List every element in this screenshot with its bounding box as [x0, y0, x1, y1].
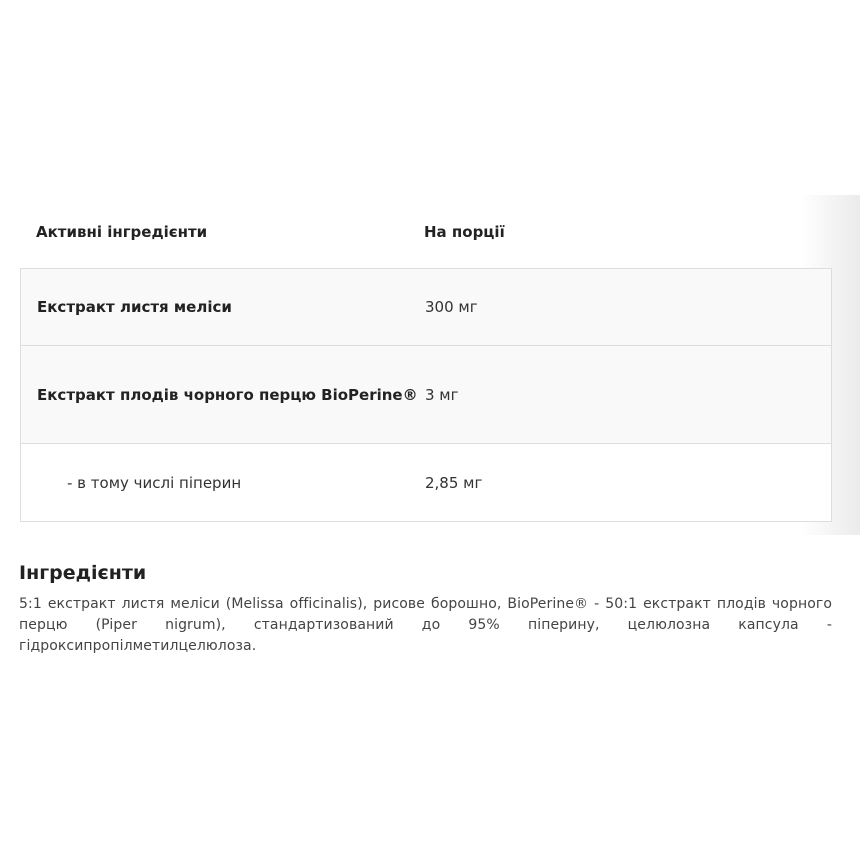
- ingredient-subitem-name: - в тому числі піперин: [67, 473, 242, 492]
- ingredients-description: 5:1 екстракт листя меліси (Melissa officinalis), рисове борошно, BioPerine® - 50:1 екстракт плодів чорного перцю (Piper nigrum), стандартизований до 95% піперину, целюлозна капсула - гідроксипропілметилцелюлоза.: [19, 596, 832, 654]
- ingredient-name: Екстракт листя меліси: [37, 298, 232, 316]
- table-body: [20, 268, 832, 522]
- ingredient-amount: 300 мг: [425, 298, 478, 316]
- header-active-ingredients: Активні інгредієнти: [36, 223, 208, 241]
- ingredients-heading: Інгредієнти: [19, 562, 147, 584]
- ingredients-table: [20, 196, 832, 522]
- ingredient-amount: 2,85 мг: [425, 473, 483, 492]
- header-per-serving: На порції: [424, 223, 505, 241]
- ingredient-amount: 3 мг: [425, 385, 459, 404]
- table-row: [21, 346, 831, 444]
- table-header-row: [20, 196, 832, 268]
- ingredient-name: Екстракт плодів чорного перцю BioPerine®: [37, 385, 418, 404]
- table-row: [21, 444, 831, 521]
- table-row: [21, 269, 831, 346]
